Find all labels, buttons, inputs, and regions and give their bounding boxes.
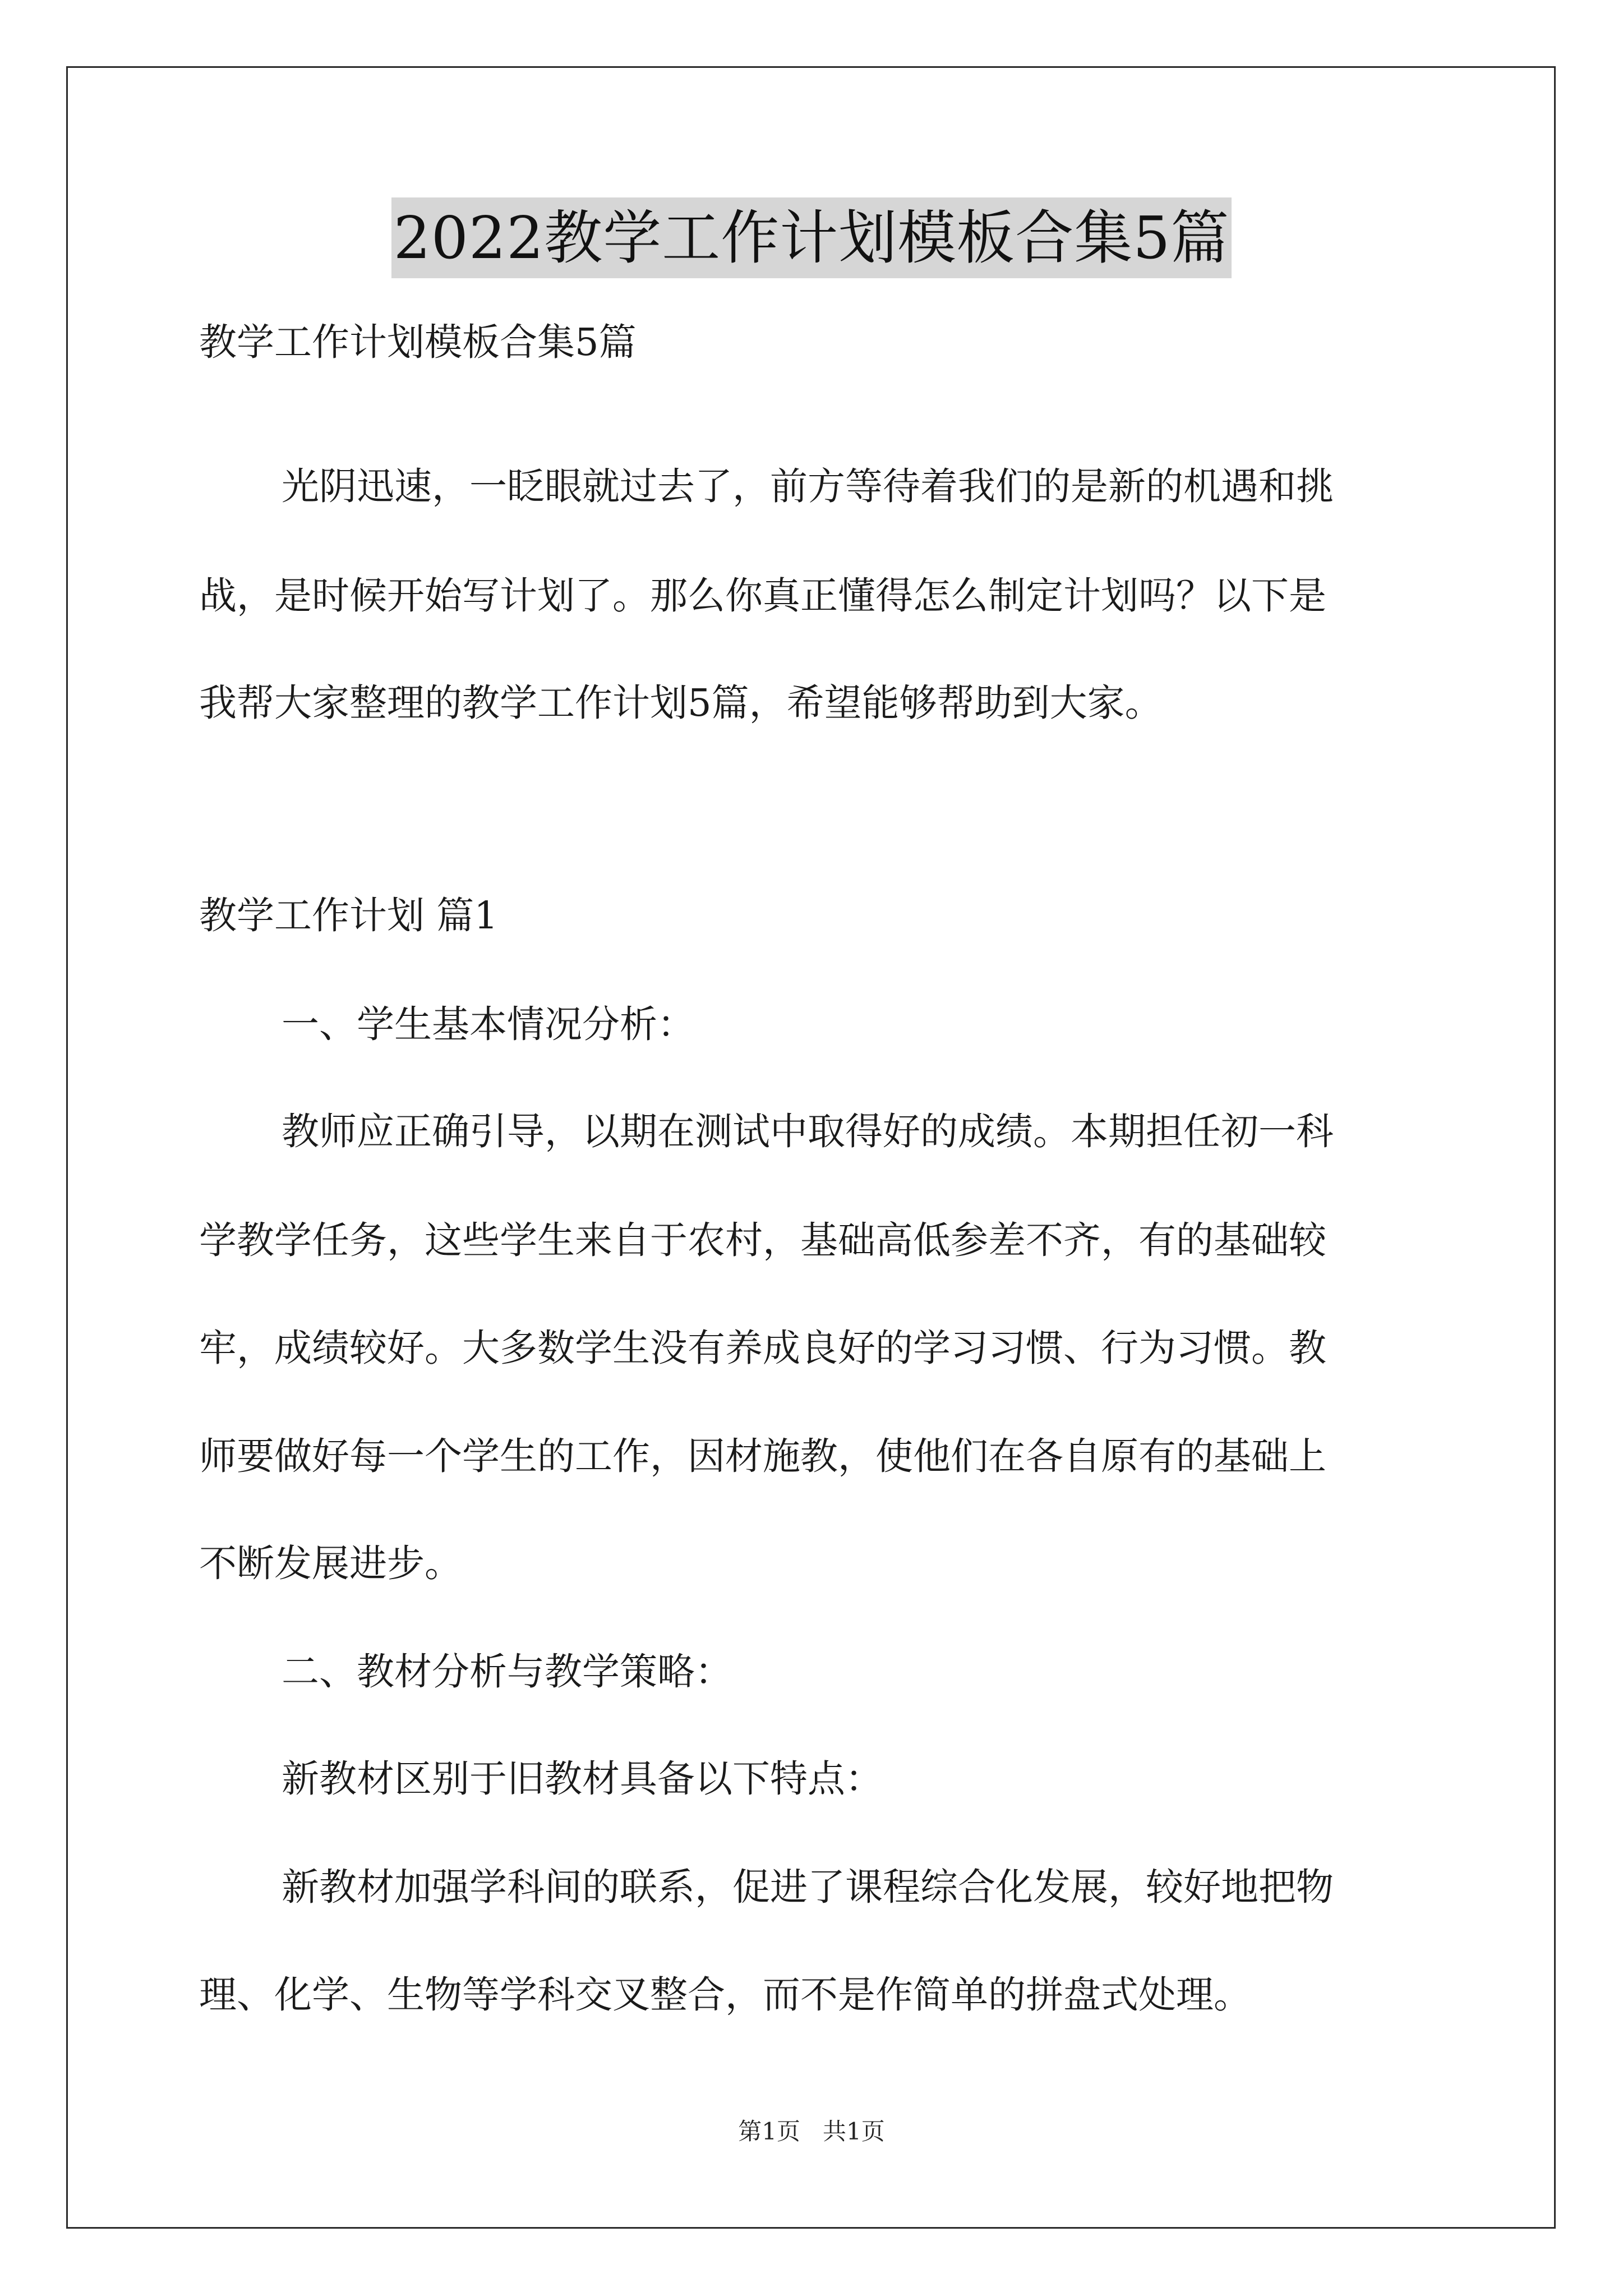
intro-line-3: 我帮大家整理的教学工作计划5篇，希望能够帮助到大家。 bbox=[199, 681, 1163, 725]
document-subtitle: 教学工作计划模板合集5篇 bbox=[199, 320, 637, 364]
document-title-block bbox=[0, 197, 1623, 278]
part2-line-1: 新教材加强学科间的联系，促进了课程综合化发展，较好地把物 bbox=[282, 1865, 1334, 1909]
part2-line-2: 理、化学、生物等学科交叉整合，而不是作简单的拼盘式处理。 bbox=[199, 1973, 1251, 2017]
page-number-footer: 第1页 共1页 bbox=[738, 2118, 885, 2145]
intro-line-1: 光阴迅速，一眨眼就过去了，前方等待着我们的是新的机遇和挑 bbox=[282, 464, 1334, 508]
document-title: 2022教学工作计划模板合集5篇 bbox=[391, 197, 1232, 278]
section-heading: 教学工作计划 篇1 bbox=[199, 894, 498, 937]
part2-subheading: 新教材区别于旧教材具备以下特点： bbox=[282, 1757, 883, 1801]
part1-line-2: 学教学任务，这些学生来自于农村，基础高低参差不齐，有的基础较 bbox=[199, 1218, 1326, 1262]
part2-heading: 二、教材分析与教学策略： bbox=[282, 1650, 732, 1694]
part1-line-5: 不断发展进步。 bbox=[199, 1542, 462, 1585]
part1-line-4: 师要做好每一个学生的工作，因材施教，使他们在各自原有的基础上 bbox=[199, 1434, 1326, 1478]
part1-line-1: 教师应正确引导，以期在测试中取得好的成绩。本期担任初一科 bbox=[282, 1110, 1334, 1153]
part1-heading: 一、学生基本情况分析： bbox=[282, 1002, 695, 1046]
intro-line-2: 战，是时候开始写计划了。那么你真正懂得怎么制定计划吗？以下是 bbox=[199, 574, 1326, 618]
part1-line-3: 牢，成绩较好。大多数学生没有养成良好的学习习惯、行为习惯。教 bbox=[199, 1326, 1326, 1370]
